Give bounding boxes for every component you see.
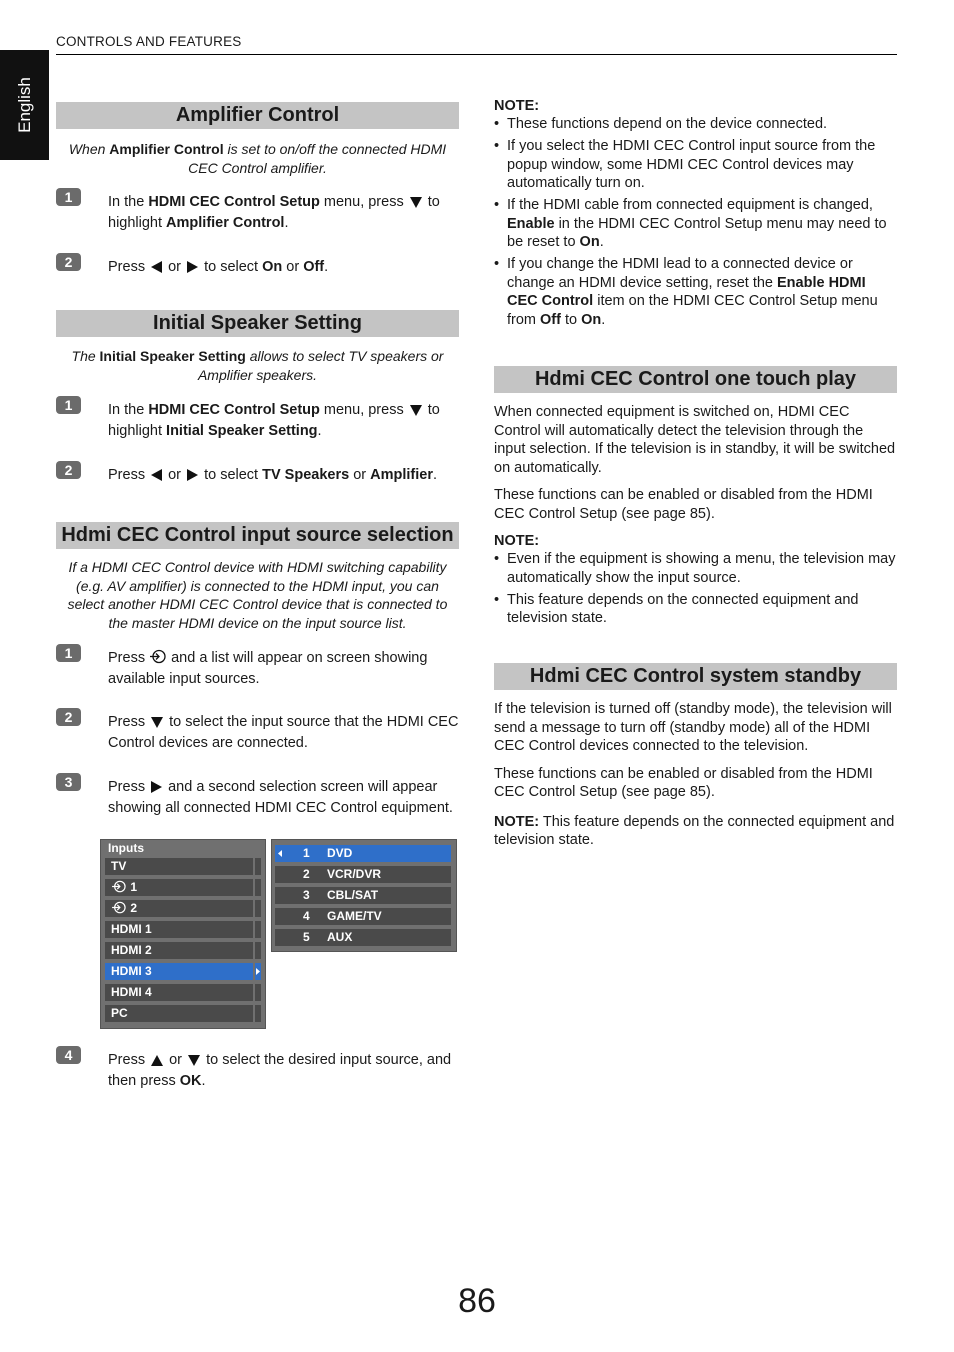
scrollbar-track	[255, 942, 261, 959]
menu-item-tv[interactable]: TV	[105, 858, 253, 875]
step-badge: 2	[56, 708, 81, 726]
scrollbar-track	[255, 984, 261, 1001]
input-icon	[149, 649, 167, 664]
header-rule	[56, 54, 897, 55]
page-number: 86	[458, 1282, 496, 1320]
down-arrow-icon	[410, 405, 422, 416]
note-bullet: • This feature depends on the connected equipment and television state.	[494, 591, 896, 628]
submenu-item-dvd[interactable]: 1 DVD	[275, 845, 451, 862]
scrollbar-track	[255, 900, 261, 917]
src-step-3: Press and a second selection screen will appear showing all connected HDMI CEC Control equipment.	[108, 779, 453, 816]
step-badge: 2	[56, 253, 81, 271]
back-arrow-icon	[277, 845, 283, 862]
language-label: English	[14, 77, 34, 133]
note-bullet: • If you select the HDMI CEC Control input source from the popup window, some HDMI CEC Control devices may automatically turn on.	[494, 137, 896, 193]
note-bullet: • These functions depend on the device connected.	[494, 115, 896, 134]
down-arrow-icon	[151, 717, 163, 728]
language-tab	[0, 50, 49, 160]
src-step-2: Press to select the input source that the HDMI CEC Control devices are connected.	[108, 714, 459, 751]
input-icon	[111, 880, 127, 893]
input-source-heading: Hdmi CEC Control input source selection	[56, 522, 459, 549]
step-badge: 1	[56, 644, 81, 662]
right-arrow-icon	[187, 469, 198, 481]
scrollbar-track	[255, 1005, 261, 1022]
src-step-1: Press and a list will appear on screen showing available input sources.	[108, 650, 428, 687]
submenu-item-vcr-dvr[interactable]: 2 VCR/DVR	[275, 866, 451, 883]
running-header: CONTROLS AND FEATURES	[56, 34, 242, 49]
paragraph: When connected equipment is switched on, HDMI CEC Control will automatically detect the television through the input selection. If the television is in standby, it will be switched on automatically.	[494, 404, 896, 476]
submenu-item-game-tv[interactable]: 4 GAME/TV	[275, 908, 451, 925]
initial-speaker-intro: The Initial Speaker Setting allows to select TV speakers or Amplifier speakers.	[71, 348, 444, 383]
amplifier-control-heading: Amplifier Control	[56, 102, 459, 129]
down-arrow-icon	[188, 1055, 200, 1066]
note-title: NOTE:	[494, 533, 540, 549]
one-touch-play-body	[494, 403, 896, 631]
note-title: NOTE:	[494, 98, 540, 114]
system-standby-heading: Hdmi CEC Control system standby	[494, 663, 897, 690]
standby-note: NOTE: This feature depends on the connected equipment and television state.	[494, 813, 895, 848]
step-badge: 2	[56, 461, 81, 479]
input-icon	[111, 901, 127, 914]
up-arrow-icon	[151, 1055, 163, 1066]
amp-step-2: Press or to select On or Off.	[108, 259, 329, 275]
step-badge: 1	[56, 396, 81, 414]
submenu-item-cbl-sat[interactable]: 3 CBL/SAT	[275, 887, 451, 904]
scrollbar-track	[255, 879, 261, 896]
scrollbar-track	[255, 858, 261, 875]
menu-expand-indicator	[255, 963, 261, 980]
menu-item-hdmi-4[interactable]: HDMI 4	[105, 984, 253, 1001]
paragraph: If the television is turned off (standby mode), the television will send a message to turn off (standby mode) all of the HDMI CEC Control devices connected to the television.	[494, 701, 892, 754]
hdmi-device-submenu	[271, 839, 457, 952]
input-source-intro: If a HDMI CEC Control device with HDMI switching capability (e.g. AV amplifier) is connected to the HDMI input, you can select another HDMI CEC Control device that is connected to the master HDMI device on the input source list.	[67, 559, 448, 631]
menu-item-hdmi-3[interactable]: HDMI 3	[105, 963, 253, 980]
scrollbar-track	[255, 921, 261, 938]
step-badge: 1	[56, 188, 81, 206]
menu-item-input-1[interactable]: 1	[105, 879, 253, 896]
spk-step-1: In the HDMI CEC Control Setup menu, press to highlight Initial Speaker Setting.	[108, 402, 440, 439]
left-arrow-icon	[151, 261, 162, 273]
paragraph: These functions can be enabled or disabled from the HDMI CEC Control Setup (see page 85).	[494, 487, 873, 522]
menu-item-input-2[interactable]: 2	[105, 900, 253, 917]
inputs-menu	[100, 839, 266, 1029]
note-bullet: • Even if the equipment is showing a menu, the television may automatically show the input source.	[494, 550, 896, 587]
one-touch-play-heading: Hdmi CEC Control one touch play	[494, 366, 897, 393]
spk-step-2: Press or to select TV Speakers or Amplifier.	[108, 467, 437, 483]
src-step-4: Press or to select the desired input source, and then press OK.	[108, 1052, 452, 1089]
note-bullet: • If the HDMI cable from connected equipment is changed, Enable in the HDMI CEC Control Setup menu may need to be reset to On.	[494, 196, 896, 252]
down-arrow-icon	[410, 197, 422, 208]
right-arrow-icon	[187, 261, 198, 273]
note-bullet: • If you change the HDMI lead to a connected device or change an HDMI device setting, reset the Enable HDMI CEC Control item on the HDMI CEC Control Setup menu from Off to On.	[494, 255, 896, 329]
amplifier-control-intro: When Amplifier Control is set to on/off the connected HDMI CEC Control amplifier.	[68, 141, 447, 176]
menu-item-hdmi-1[interactable]: HDMI 1	[105, 921, 253, 938]
note-block-1	[494, 98, 896, 333]
system-standby-body	[494, 700, 896, 850]
left-arrow-icon	[151, 469, 162, 481]
step-badge: 3	[56, 773, 81, 791]
submenu-item-aux[interactable]: 5 AUX	[275, 929, 451, 946]
step-badge: 4	[56, 1046, 81, 1064]
paragraph: These functions can be enabled or disabled from the HDMI CEC Control Setup (see page 85).	[494, 765, 873, 800]
amp-step-1: In the HDMI CEC Control Setup menu, press to highlight Amplifier Control.	[108, 194, 440, 231]
initial-speaker-heading: Initial Speaker Setting	[56, 310, 459, 337]
menu-item-pc[interactable]: PC	[105, 1005, 253, 1022]
right-arrow-icon	[151, 781, 162, 793]
menu-item-hdmi-2[interactable]: HDMI 2	[105, 942, 253, 959]
inputs-menu-title: Inputs	[108, 841, 144, 855]
